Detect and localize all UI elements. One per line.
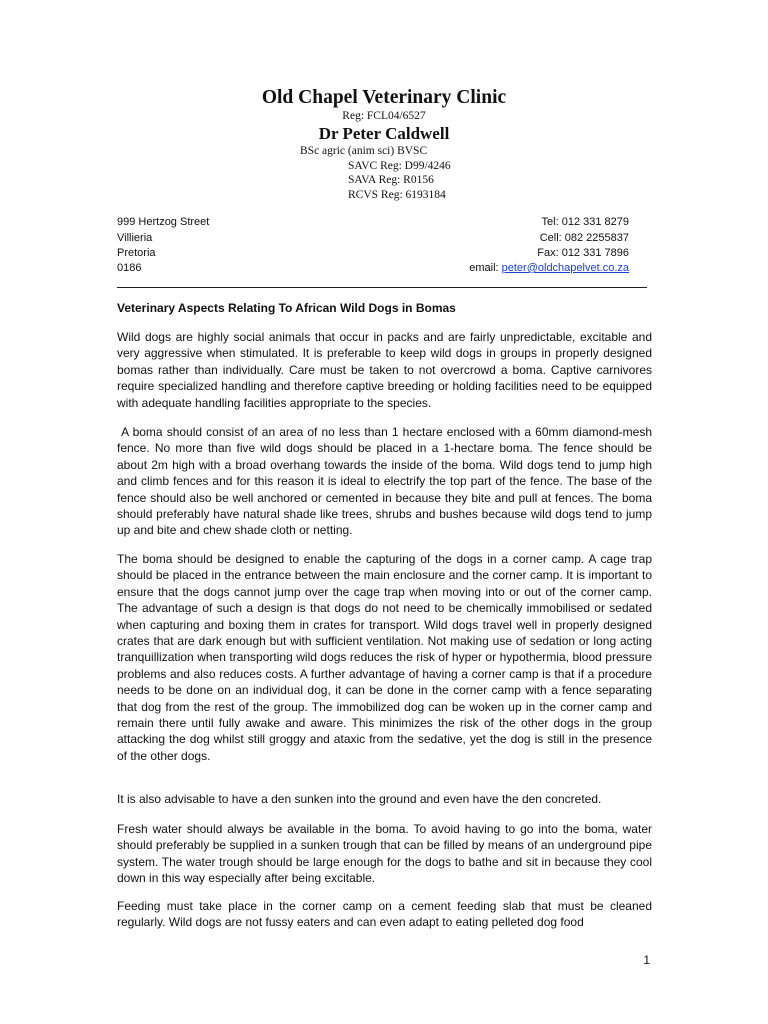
contact-cell: Cell: 082 2255837: [539, 232, 629, 244]
qualification-savc: SAVC Reg: D99/4246: [348, 160, 451, 172]
paragraph-2: A boma should consist of an area of no less than 1 hectare enclosed with a 60mm diamond-mesh fence. No more than five wild dogs should be placed in a 1-hectare boma. The fence should be about 2m high with a broad overhang towards the inside of the boma. Wild dogs tend to jump high and climb fences and for this reason it is ideal to electrify the top part of the fence. The base of the fence should also be well anchored or cemented in because they bite and pull at fences. The boma should preferably have natural shade like trees, shrubs and bushes because wild dogs tend to jump up and bite and chew shade cloth or netting.: [117, 425, 656, 538]
address-postal-code: 0186: [117, 262, 142, 274]
email-label: email:: [469, 262, 499, 274]
doctor-name: Dr Peter Caldwell: [318, 124, 450, 143]
address-suburb: Villieria: [117, 232, 153, 244]
qualification-degree: BSc agric (anim sci) BVSC: [300, 145, 428, 157]
header-divider: [117, 287, 647, 288]
document-heading: Veterinary Aspects Relating To African Wild Dogs in Bomas: [117, 301, 456, 315]
paragraph-4: It is also advisable to have a den sunken into the ground and even have the den concreted.: [117, 792, 602, 806]
address-street: 999 Hertzog Street: [117, 216, 210, 228]
contact-email: [469, 262, 629, 274]
contact-tel: Tel: 012 331 8279: [541, 216, 629, 228]
qualification-rcvs: RCVS Reg: 6193184: [348, 189, 446, 201]
contact-fax: Fax: 012 331 7896: [537, 247, 629, 259]
qualification-sava: SAVA Reg: R0156: [348, 174, 434, 186]
clinic-registration: Reg: FCL04/6527: [342, 110, 426, 122]
page-number: 1: [643, 953, 650, 967]
clinic-name: Old Chapel Veterinary Clinic: [261, 87, 507, 108]
email-link[interactable]: peter@oldchapelvet.co.za: [501, 262, 629, 274]
paragraph-6: Feeding must take place in the corner camp on a cement feeding slab that must be cleaned regularly. Wild dogs are not fussy eaters and can even adapt to eating pelleted dog food: [117, 899, 652, 930]
paragraph-3: The boma should be designed to enable the capturing of the dogs in a corner camp. A cage trap should be placed in the entrance between the main enclosure and the corner camp. It is important to ensure that the dogs cannot jump over the cage trap when moving into or out of the corner camp. The advantage of such a design is that dogs do not need to be chemically immobilised or sedated when capturing and boxing them in crates for transport. Wild dogs travel well in properly designed crates that are dark enough but with sufficient ventilation. Not making use of sedation or long acting tranquillization when transporting wild dogs reduces the risk of hyper or hypothermia, blood pressure problems and also reduces costs. A further advantage of having a corner camp is that if a procedure needs to be done on an individual dog, it can be done in the corner camp with a fence separating that dog from the rest of the group. The immobilized dog can be woken up in the corner camp and remain there until fully awake and aware. This minimizes the risk of the other dogs in the group attacking the dog whilst still groggy and ataxic from the sedative, yet the dog is still in the presence of the other dogs.: [117, 552, 652, 763]
paragraph-1: Wild dogs are highly social animals that occur in packs and are fairly unpredictable, excitable and very aggressive when stimulated. It is preferable to keep wild dogs in groups in properly designed bomas rather than individually. Care must be taken to not overcrowd a boma. Captive carnivores require specialized handling and therefore captive breeding or holding facilities need to be equipped with adequate handling facilities appropriate to the species.: [117, 330, 652, 410]
address-city: Pretoria: [117, 247, 156, 259]
paragraph-5: Fresh water should always be available in the boma. To avoid having to go into the boma, water should preferably be supplied in a sunken trough that can be filled by means of an underground pipe system. The water trough should be large enough for the dogs to bathe and sit in because they cool down in this way especially after being excitable.: [117, 822, 652, 886]
